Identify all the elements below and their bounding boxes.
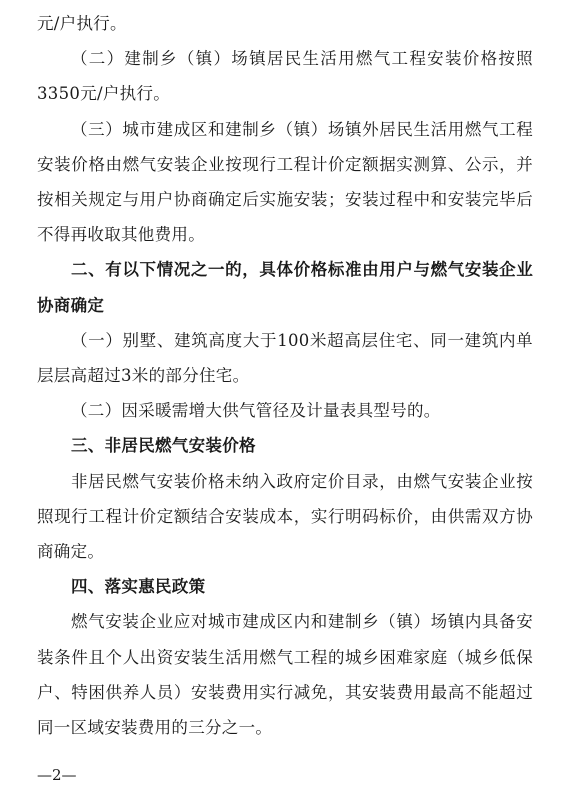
paragraph-continuation: 元/户执行。	[37, 14, 127, 33]
paragraph-benefit-policy: 燃气安装企业应对城市建成区内和建制乡（镇）场镇内具备安装条件且个人出资安装生活用燃气工程的城乡困难家庭（城乡低保户、特困供养人员）安装费用实行减免，其安装费用最高不能超过同一区域安装费用的三分之一。	[37, 612, 533, 738]
paragraph-item-3-outside-area: （三）城市建成区和建制乡（镇）场镇外居民生活用燃气工程安装价格由燃气安装企业按现行工程计价定额据实测算、公示，并按相关规定与用户协商确定后实施安装；安装过程中和安装完毕后不得再收取其他费用。	[37, 119, 533, 245]
section-heading-4: 四、落实惠民政策	[71, 577, 206, 597]
section-heading-3: 三、非居民燃气安装价格	[71, 436, 256, 456]
section-heading-2: 二、有以下情况之一的，具体价格标准由用户与燃气安装企业协商确定	[37, 260, 533, 315]
paragraph-item-1-villas: （一）别墅、建筑高度大于100米超高层住宅、同一建筑内单层层高超过3米的部分住宅。	[37, 330, 533, 386]
document-body	[37, 6, 533, 745]
paragraph-item-2-heating: （二）因采暖需增大供气管径及计量表具型号的。	[71, 401, 441, 421]
paragraph-item-2-rural-price: （二）建制乡（镇）场镇居民生活用燃气工程安装价格按照3350元/户执行。	[37, 49, 533, 104]
page-number: —2—	[37, 766, 77, 784]
paragraph-non-residential: 非居民燃气安装价格未纳入政府定价目录，由燃气安装企业按照现行工程计价定额结合安装成本，实行明码标价，由供需双方协商确定。	[37, 471, 533, 562]
